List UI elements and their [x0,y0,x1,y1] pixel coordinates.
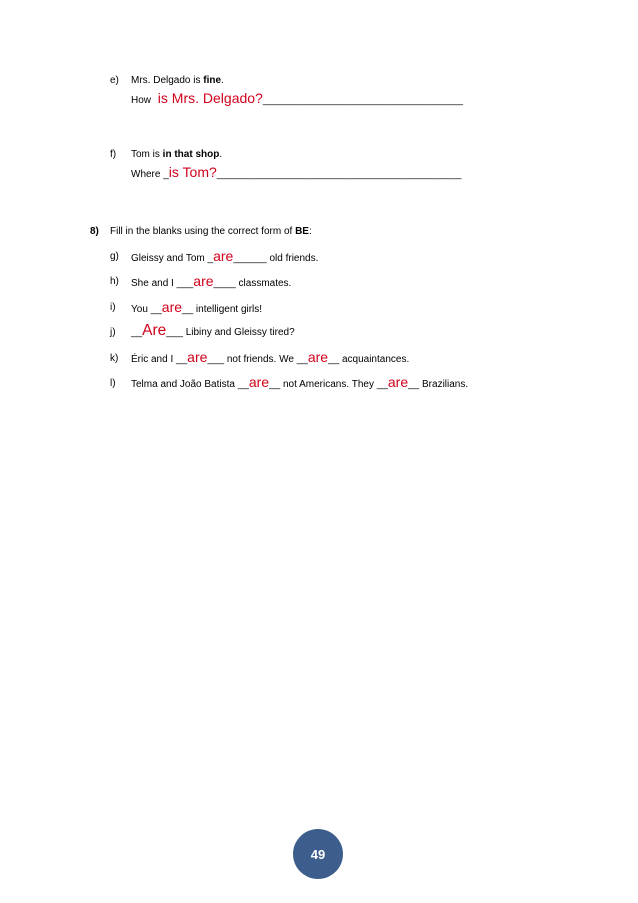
item-l-mid: __ not Americans. They __ [269,379,388,390]
item-e-label: e) [110,75,119,86]
item-e-question-lead: How [131,95,154,106]
item-h-answer: are [193,273,214,289]
item-h-label: h) [110,276,119,287]
item-i-answer: are [161,299,183,315]
page-number-badge [293,829,343,879]
item-j-post: ___ Libiny and Gleissy tired? [166,327,295,338]
item-h-post: ____ classmates. [213,278,292,289]
item-k-pre: Éric and I __ [131,354,188,365]
item-e-prompt [131,74,224,88]
item-j-label: j) [110,327,116,338]
item-k-mid: ___ not friends. We __ [207,354,308,365]
item-l-answer-2: are [387,374,409,390]
item-k-answer-2: are [307,349,329,365]
item-l-answer-1: are [248,374,270,390]
item-k-sentence [131,347,409,370]
item-h-pre: She and I ___ [131,278,194,289]
item-g-label: g) [110,251,119,262]
item-g-sentence [131,246,318,269]
item-l-post: __ Brazilians. [408,379,469,390]
item-e-prompt-bold: fine [203,75,222,86]
item-g-answer: are [213,248,234,264]
item-f-question-lead: Where _ [131,169,169,180]
page-number: 49 [310,846,326,862]
exercise-number: 8) [90,226,99,237]
item-i-pre: You __ [131,304,162,315]
item-e-blank: ____________________________________ [262,95,464,106]
item-i-label: i) [110,302,116,313]
item-j-pre: __ [131,327,143,338]
item-f-blank: ____________________________________________ [216,169,462,180]
item-e-prompt-end: . [221,75,224,86]
item-h-sentence [131,271,291,294]
item-e-prompt-text: Mrs. Delgado is [131,75,204,86]
item-j-sentence [131,321,295,343]
item-e-question [131,88,463,111]
item-j-answer: Are [142,322,167,339]
item-i-post: __ intelligent girls! [182,304,263,315]
exercise-instruction [110,225,312,239]
item-f-label: f) [110,149,117,160]
exercise-instruction-bold: BE [295,226,309,237]
item-e-answer: is Mrs. Delgado? [157,90,263,106]
item-g-post: ______ old friends. [233,253,319,264]
item-f-answer: is Tom? [168,164,217,180]
item-k-post: __ acquaintances. [328,354,410,365]
item-f-prompt [131,148,222,162]
item-i-sentence [131,297,262,320]
item-g-pre: Gleissy and Tom _ [131,253,214,264]
item-f-prompt-text: Tom is [131,149,163,160]
exercise-instruction-end: : [308,226,312,237]
exercise-instruction-text: Fill in the blanks using the correct form of [110,226,296,237]
item-l-label: l) [110,378,116,389]
item-f-prompt-bold: in that shop [162,149,220,160]
item-k-label: k) [110,353,119,364]
item-l-pre: Telma and João Batista __ [131,379,249,390]
item-l-sentence [131,372,468,395]
item-k-answer-1: are [187,349,208,365]
item-f-question [131,162,462,185]
item-f-prompt-end: . [219,149,223,160]
